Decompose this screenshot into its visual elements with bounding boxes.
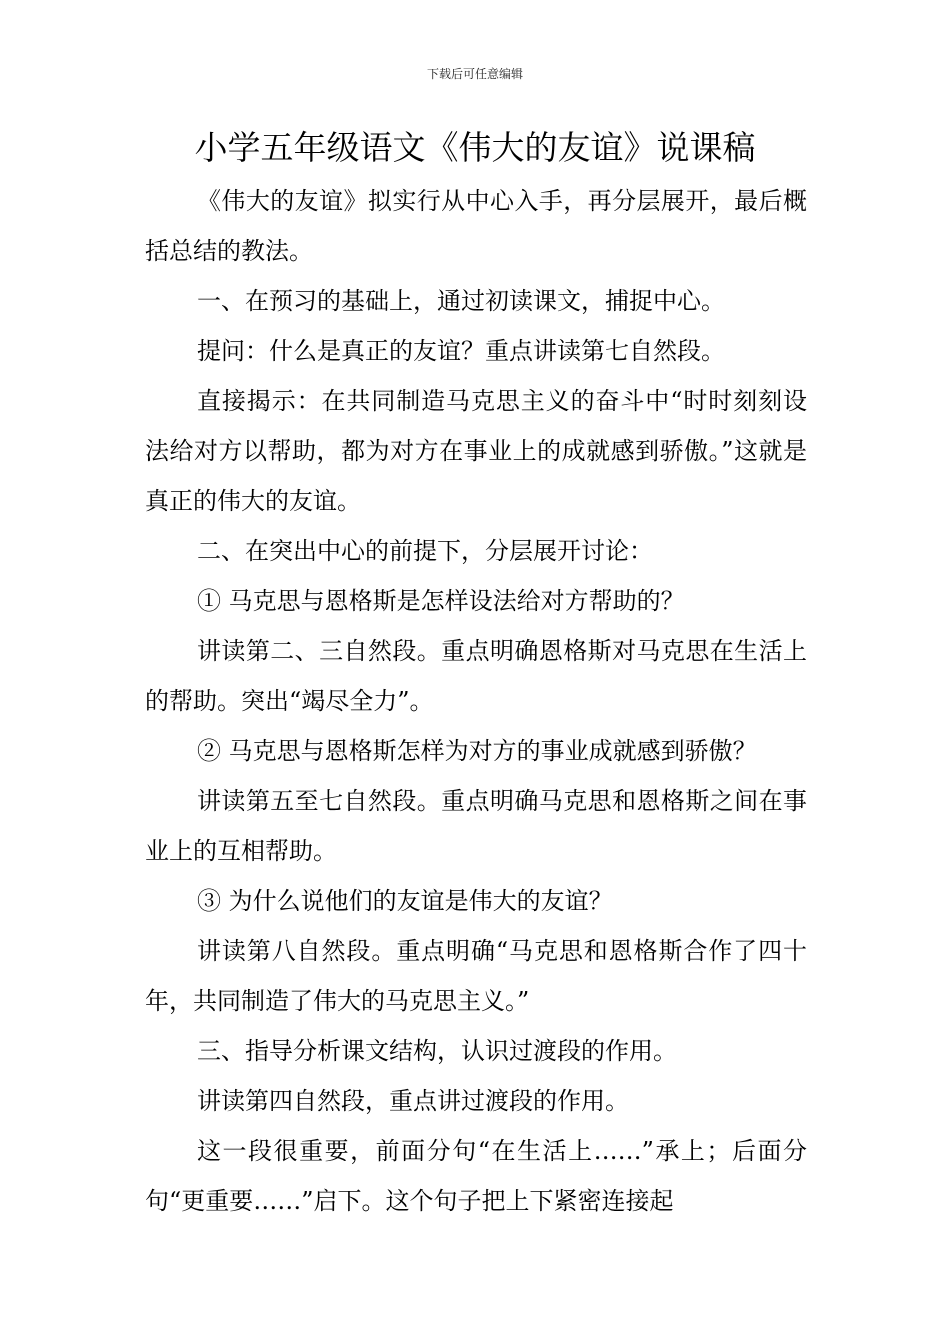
paragraph-reveal: 直接揭示：在共同制造马克思主义的奋斗中“时时刻刻设法给对方以帮助，都为对方在事业上的成就感到骄傲。”这就是真正的伟大的友谊。 (145, 387, 807, 515)
paragraph-item-two: ② 马克思与恩格斯怎样为对方的事业成就感到骄傲？ (197, 737, 757, 765)
paragraph-item-three-detail: 讲读第八自然段。重点明确“马克思和恩格斯合作了四十年，共同制造了伟大的马克思主义。” (145, 937, 807, 1015)
paragraph-section-one: 一、在预习的基础上，通过初读课文，捕捉中心。 (197, 287, 725, 315)
paragraph-transition: 讲读第四自然段，重点讲过渡段的作用。 (197, 1087, 629, 1115)
paragraph-question: 提问：什么是真正的友谊？重点讲读第七自然段。 (197, 337, 725, 365)
paragraph-section-three: 三、指导分析课文结构，认识过渡段的作用。 (197, 1037, 677, 1065)
document-body (145, 176, 807, 1226)
header-note: 下载后可任意编辑 (426, 67, 523, 81)
paragraph-item-three: ③ 为什么说他们的友谊是伟大的友谊？ (197, 887, 613, 915)
document-title: 小学五年级语文《伟大的友谊》说课稿 (194, 128, 756, 167)
paragraph-item-two-detail: 讲读第五至七自然段。重点明确马克思和恩格斯之间在事业上的互相帮助。 (145, 787, 807, 865)
paragraph-item-one-detail: 讲读第二、三自然段。重点明确恩格斯对马克思在生活上的帮助。突出“竭尽全力”。 (145, 637, 807, 715)
paragraph-intro: 《伟大的友谊》拟实行从中心入手，再分层展开，最后概括总结的教法。 (145, 187, 807, 265)
paragraph-section-two: 二、在突出中心的前提下，分层展开讨论： (197, 537, 653, 565)
paragraph-item-one: ① 马克思与恩格斯是怎样设法给对方帮助的？ (197, 587, 685, 615)
paragraph-transition-detail: 这一段很重要，前面分句“在生活上……”承上；后面分句“更重要……”启下。这个句子把上下紧密连接起 (145, 1137, 807, 1215)
